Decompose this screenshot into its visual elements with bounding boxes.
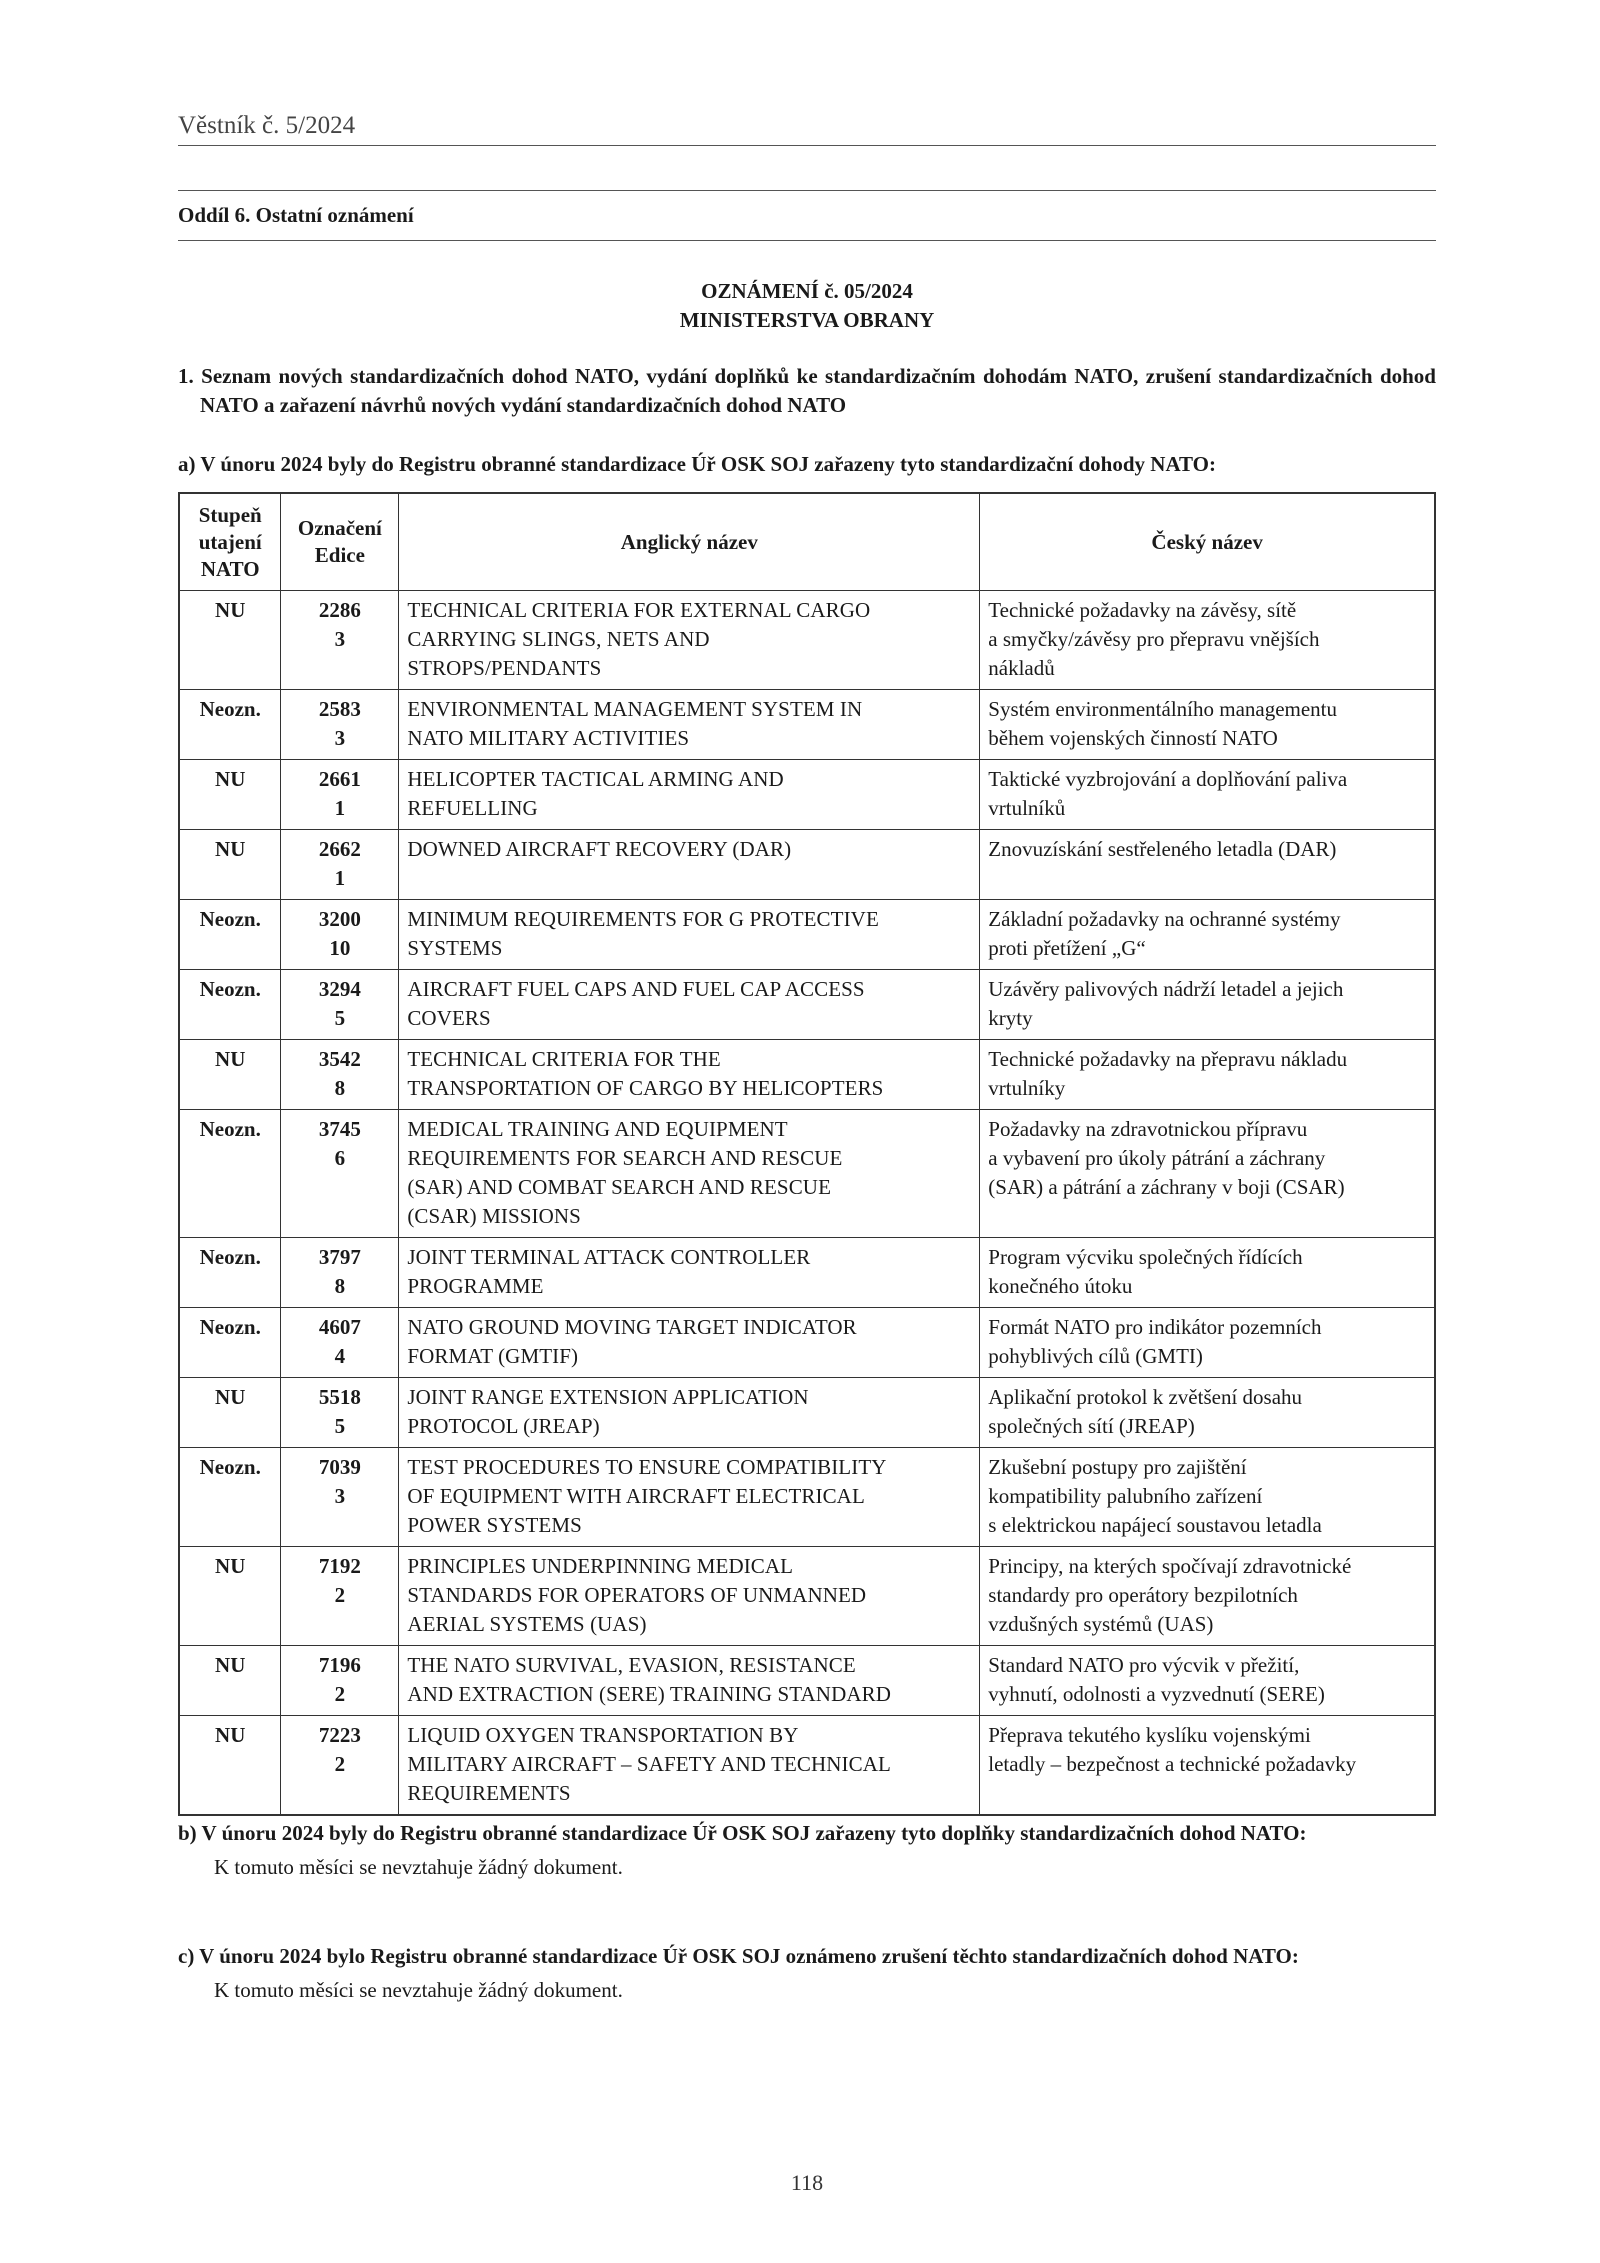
name-line: Principy, na kterých spočívají zdravotnické: [988, 1554, 1352, 1578]
table-row: [179, 1448, 1435, 1547]
stanag-number: 3294: [318, 977, 361, 1001]
edition-number: 2: [334, 1752, 346, 1776]
name-line: Taktické vyzbrojování a doplňování paliva: [988, 767, 1348, 791]
edition-number: 2: [334, 1583, 346, 1607]
table-row: [179, 1547, 1435, 1646]
classification-cell: NU: [179, 1378, 281, 1448]
name-line: SYSTEMS: [407, 936, 503, 960]
english-name-cell: [399, 1448, 980, 1547]
name-line: STANDARDS FOR OPERATORS OF UNMANNED: [407, 1583, 867, 1607]
header-english-name: Anglický název: [399, 493, 980, 591]
designation-cell: [281, 1238, 399, 1308]
standards-table: [178, 492, 1436, 1816]
name-line: kompatibility palubního zařízení: [988, 1484, 1263, 1508]
stanag-number: 3745: [318, 1117, 361, 1141]
page-number: 118: [790, 2170, 824, 2195]
name-line: REQUIREMENTS FOR SEARCH AND RESCUE: [407, 1146, 843, 1170]
english-name-cell: [399, 1238, 980, 1308]
designation-cell: [281, 760, 399, 830]
name-line: Požadavky na zdravotnickou přípravu: [988, 1117, 1308, 1141]
czech-name-cell: [980, 1238, 1435, 1308]
name-line: REFUELLING: [407, 796, 538, 820]
name-line: HELICOPTER TACTICAL ARMING AND: [407, 767, 784, 791]
table-row: [179, 1110, 1435, 1238]
item-1-text: 1. Seznam nových standardizačních dohod NATO, vydání doplňků ke standardizačním dohodám NATO, zrušení standardizačních dohod NATO a zařazení návrhů nových vydání standardizačních dohod NATO: [178, 364, 1436, 417]
designation-cell: [281, 1646, 399, 1716]
name-line: CARRYING SLINGS, NETS AND: [407, 627, 710, 651]
stanag-number: 2661: [318, 767, 361, 791]
stanag-number: 3542: [318, 1047, 361, 1071]
name-line: REQUIREMENTS: [407, 1781, 571, 1805]
english-name-cell: [399, 1110, 980, 1238]
table-row: [179, 1040, 1435, 1110]
name-line: PROGRAMME: [407, 1274, 544, 1298]
english-name-cell: [399, 830, 980, 900]
name-line: MINIMUM REQUIREMENTS FOR G PROTECTIVE: [407, 907, 879, 931]
name-line: Aplikační protokol k zvětšení dosahu: [988, 1385, 1303, 1409]
english-name-cell: [399, 591, 980, 690]
header-classification: Stupeň utajení NATO: [179, 493, 281, 591]
classification-cell: NU: [179, 1040, 281, 1110]
english-name-cell: [399, 970, 980, 1040]
english-name-cell: [399, 1646, 980, 1716]
name-line: společných sítí (JREAP): [988, 1414, 1195, 1438]
czech-name-cell: [980, 1040, 1435, 1110]
table-row: [179, 690, 1435, 760]
name-line: (CSAR) MISSIONS: [407, 1204, 581, 1228]
edition-number: 3: [334, 726, 346, 750]
czech-name-cell: [980, 1547, 1435, 1646]
table-row: [179, 970, 1435, 1040]
classification-cell: Neozn.: [179, 1308, 281, 1378]
stanag-number: 3797: [318, 1245, 361, 1269]
edition-number: 10: [329, 936, 351, 960]
header-designation: Označení Edice: [281, 493, 399, 591]
english-name-cell: [399, 690, 980, 760]
english-name-cell: [399, 760, 980, 830]
name-line: OF EQUIPMENT WITH AIRCRAFT ELECTRICAL: [407, 1484, 865, 1508]
name-line: NATO MILITARY ACTIVITIES: [407, 726, 690, 750]
name-line: POWER SYSTEMS: [407, 1513, 582, 1537]
table-row: [179, 1378, 1435, 1448]
name-line: Standard NATO pro výcvik v přežití,: [988, 1653, 1300, 1677]
name-line: Přeprava tekutého kyslíku vojenskými: [988, 1723, 1311, 1747]
edition-number: 1: [334, 796, 346, 820]
name-line: nákladů: [988, 656, 1055, 680]
czech-name-cell: [980, 1308, 1435, 1378]
czech-name-cell: [980, 760, 1435, 830]
classification-cell: NU: [179, 830, 281, 900]
item-1-heading: [178, 362, 1436, 420]
name-line: s elektrickou napájecí soustavou letadla: [988, 1513, 1322, 1537]
name-line: NATO GROUND MOVING TARGET INDICATOR: [407, 1315, 857, 1339]
header-rule: [178, 145, 1436, 146]
classification-cell: NU: [179, 591, 281, 690]
classification-cell: NU: [179, 1646, 281, 1716]
subsection-c-heading: c) V únoru 2024 bylo Registru obranné standardizace Úř OSK SOJ oznámeno zrušení těchto standardizačních dohod NATO:: [178, 1944, 1299, 1968]
stanag-number: 7192: [318, 1554, 361, 1578]
stanag-number: 2286: [318, 598, 361, 622]
english-name-cell: [399, 1308, 980, 1378]
classification-cell: Neozn.: [179, 1238, 281, 1308]
name-line: JOINT TERMINAL ATTACK CONTROLLER: [407, 1245, 811, 1269]
czech-name-cell: [980, 1110, 1435, 1238]
designation-cell: [281, 591, 399, 690]
designation-cell: [281, 690, 399, 760]
name-line: LIQUID OXYGEN TRANSPORTATION BY: [407, 1723, 799, 1747]
classification-cell: Neozn.: [179, 690, 281, 760]
designation-cell: [281, 1308, 399, 1378]
edition-number: 8: [334, 1274, 346, 1298]
edition-number: 3: [334, 1484, 346, 1508]
stanag-number: 2583: [318, 697, 361, 721]
name-line: Technické požadavky na přepravu nákladu: [988, 1047, 1348, 1071]
designation-cell: [281, 1110, 399, 1238]
section-rule-top: [178, 190, 1436, 191]
english-name-cell: [399, 900, 980, 970]
stanag-number: 7223: [318, 1723, 361, 1747]
table-row: [179, 1646, 1435, 1716]
name-line: Systém environmentálního managementu: [988, 697, 1338, 721]
table-row: [179, 830, 1435, 900]
name-line: Uzávěry palivových nádrží letadel a jejich: [988, 977, 1344, 1001]
czech-name-cell: [980, 1646, 1435, 1716]
name-line: a vybavení pro úkoly pátrání a záchrany: [988, 1146, 1326, 1170]
name-line: vyhnutí, odolnosti a vyzvednutí (SERE): [988, 1682, 1325, 1706]
table-row: [179, 900, 1435, 970]
name-line: MILITARY AIRCRAFT – SAFETY AND TECHNICAL: [407, 1752, 891, 1776]
table-row: [179, 1238, 1435, 1308]
designation-cell: [281, 1040, 399, 1110]
czech-name-cell: [980, 1448, 1435, 1547]
table-row: [179, 1308, 1435, 1378]
name-line: AND EXTRACTION (SERE) TRAINING STANDARD: [407, 1682, 891, 1706]
header-czech-name: Český název: [980, 493, 1435, 591]
table-body: [179, 591, 1435, 1816]
name-line: ENVIRONMENTAL MANAGEMENT SYSTEM IN: [407, 697, 863, 721]
designation-cell: [281, 830, 399, 900]
name-line: Formát NATO pro indikátor pozemních: [988, 1315, 1322, 1339]
name-line: Program výcviku společných řídících: [988, 1245, 1303, 1269]
subsection-c-note: K tomuto měsíci se nevztahuje žádný dokument.: [214, 1978, 623, 2002]
table-row: [179, 591, 1435, 690]
name-line: AERIAL SYSTEMS (UAS): [407, 1612, 647, 1636]
section-title: Oddíl 6. Ostatní oznámení: [178, 203, 414, 227]
designation-cell: [281, 970, 399, 1040]
edition-number: 3: [334, 627, 346, 651]
czech-name-cell: [980, 690, 1435, 760]
subsection-b-note: K tomuto měsíci se nevztahuje žádný dokument.: [214, 1855, 623, 1879]
edition-number: 8: [334, 1076, 346, 1100]
subsection-b-heading: b) V únoru 2024 byly do Registru obranné standardizace Úř OSK SOJ zařazeny tyto doplňky standardizačních dohod NATO:: [178, 1821, 1307, 1845]
name-line: Znovuzískání sestřeleného letadla (DAR): [988, 837, 1337, 861]
edition-number: 2: [334, 1682, 346, 1706]
table-row: [179, 760, 1435, 830]
name-line: THE NATO SURVIVAL, EVASION, RESISTANCE: [407, 1653, 856, 1677]
name-line: STROPS/PENDANTS: [407, 656, 602, 680]
name-line: Technické požadavky na závěsy, sítě: [988, 598, 1297, 622]
name-line: vrtulníky: [988, 1076, 1066, 1100]
name-line: MEDICAL TRAINING AND EQUIPMENT: [407, 1117, 788, 1141]
name-line: TECHNICAL CRITERIA FOR THE: [407, 1047, 721, 1071]
stanag-number: 3200: [318, 907, 361, 931]
name-line: TECHNICAL CRITERIA FOR EXTERNAL CARGO: [407, 598, 871, 622]
name-line: DOWNED AIRCRAFT RECOVERY (DAR): [407, 837, 792, 861]
bulletin-title: Věstník č. 5/2024: [178, 112, 356, 139]
stanag-number: 7039: [318, 1455, 361, 1479]
name-line: COVERS: [407, 1006, 491, 1030]
edition-number: 5: [334, 1006, 346, 1030]
name-line: PROTOCOL (JREAP): [407, 1414, 600, 1438]
designation-cell: [281, 1448, 399, 1547]
subsection-b: [178, 1818, 1436, 1882]
edition-number: 5: [334, 1414, 346, 1438]
name-line: PRINCIPLES UNDERPINNING MEDICAL: [407, 1554, 794, 1578]
classification-cell: Neozn.: [179, 970, 281, 1040]
name-line: AIRCRAFT FUEL CAPS AND FUEL CAP ACCESS: [407, 977, 865, 1001]
stanag-number: 7196: [318, 1653, 361, 1677]
stanag-number: 5518: [318, 1385, 361, 1409]
subsection-c: [178, 1941, 1436, 2005]
notice-issuer: MINISTERSTVA OBRANY: [679, 308, 935, 332]
edition-number: 4: [334, 1344, 346, 1368]
name-line: TRANSPORTATION OF CARGO BY HELICOPTERS: [407, 1076, 884, 1100]
table-row: [179, 1716, 1435, 1816]
name-line: vrtulníků: [988, 796, 1066, 820]
name-line: proti přetížení „G“: [988, 936, 1146, 960]
name-line: vzdušných systémů (UAS): [988, 1612, 1214, 1636]
name-line: letadly – bezpečnost a technické požadavky: [988, 1752, 1357, 1776]
designation-cell: [281, 1378, 399, 1448]
czech-name-cell: [980, 1716, 1435, 1816]
czech-name-cell: [980, 1378, 1435, 1448]
notice-number: OZNÁMENÍ č. 05/2024: [701, 279, 913, 303]
english-name-cell: [399, 1378, 980, 1448]
name-line: (SAR) a pátrání a záchrany v boji (CSAR): [988, 1175, 1345, 1199]
english-name-cell: [399, 1040, 980, 1110]
name-line: JOINT RANGE EXTENSION APPLICATION: [407, 1385, 809, 1409]
name-line: Základní požadavky na ochranné systémy: [988, 907, 1341, 931]
classification-cell: Neozn.: [179, 900, 281, 970]
designation-cell: [281, 1716, 399, 1816]
name-line: standardy pro operátory bezpilotních: [988, 1583, 1298, 1607]
name-line: TEST PROCEDURES TO ENSURE COMPATIBILITY: [407, 1455, 887, 1479]
section-rule-bottom: [178, 240, 1436, 241]
edition-number: 1: [334, 866, 346, 890]
table-header-row: [179, 493, 1435, 591]
name-line: během vojenských činností NATO: [988, 726, 1278, 750]
classification-cell: NU: [179, 760, 281, 830]
name-line: pohyblivých cílů (GMTI): [988, 1344, 1203, 1368]
czech-name-cell: [980, 830, 1435, 900]
czech-name-cell: [980, 900, 1435, 970]
stanag-number: 4607: [318, 1315, 361, 1339]
notice-heading: [178, 277, 1436, 335]
name-line: a smyčky/závěsy pro přepravu vnějších: [988, 627, 1320, 651]
name-line: Zkušební postupy pro zajištění: [988, 1455, 1247, 1479]
english-name-cell: [399, 1716, 980, 1816]
subsection-a-heading: a) V únoru 2024 byly do Registru obranné standardizace Úř OSK SOJ zařazeny tyto standardizační dohody NATO:: [178, 452, 1217, 476]
classification-cell: Neozn.: [179, 1448, 281, 1547]
edition-number: 6: [334, 1146, 346, 1170]
stanag-number: 2662: [318, 837, 361, 861]
name-line: FORMAT (GMTIF): [407, 1344, 579, 1368]
name-line: konečného útoku: [988, 1274, 1133, 1298]
designation-cell: [281, 900, 399, 970]
czech-name-cell: [980, 970, 1435, 1040]
designation-cell: [281, 1547, 399, 1646]
classification-cell: NU: [179, 1716, 281, 1816]
name-line: kryty: [988, 1006, 1033, 1030]
name-line: (SAR) AND COMBAT SEARCH AND RESCUE: [407, 1175, 831, 1199]
classification-cell: NU: [179, 1547, 281, 1646]
czech-name-cell: [980, 591, 1435, 690]
english-name-cell: [399, 1547, 980, 1646]
classification-cell: Neozn.: [179, 1110, 281, 1238]
